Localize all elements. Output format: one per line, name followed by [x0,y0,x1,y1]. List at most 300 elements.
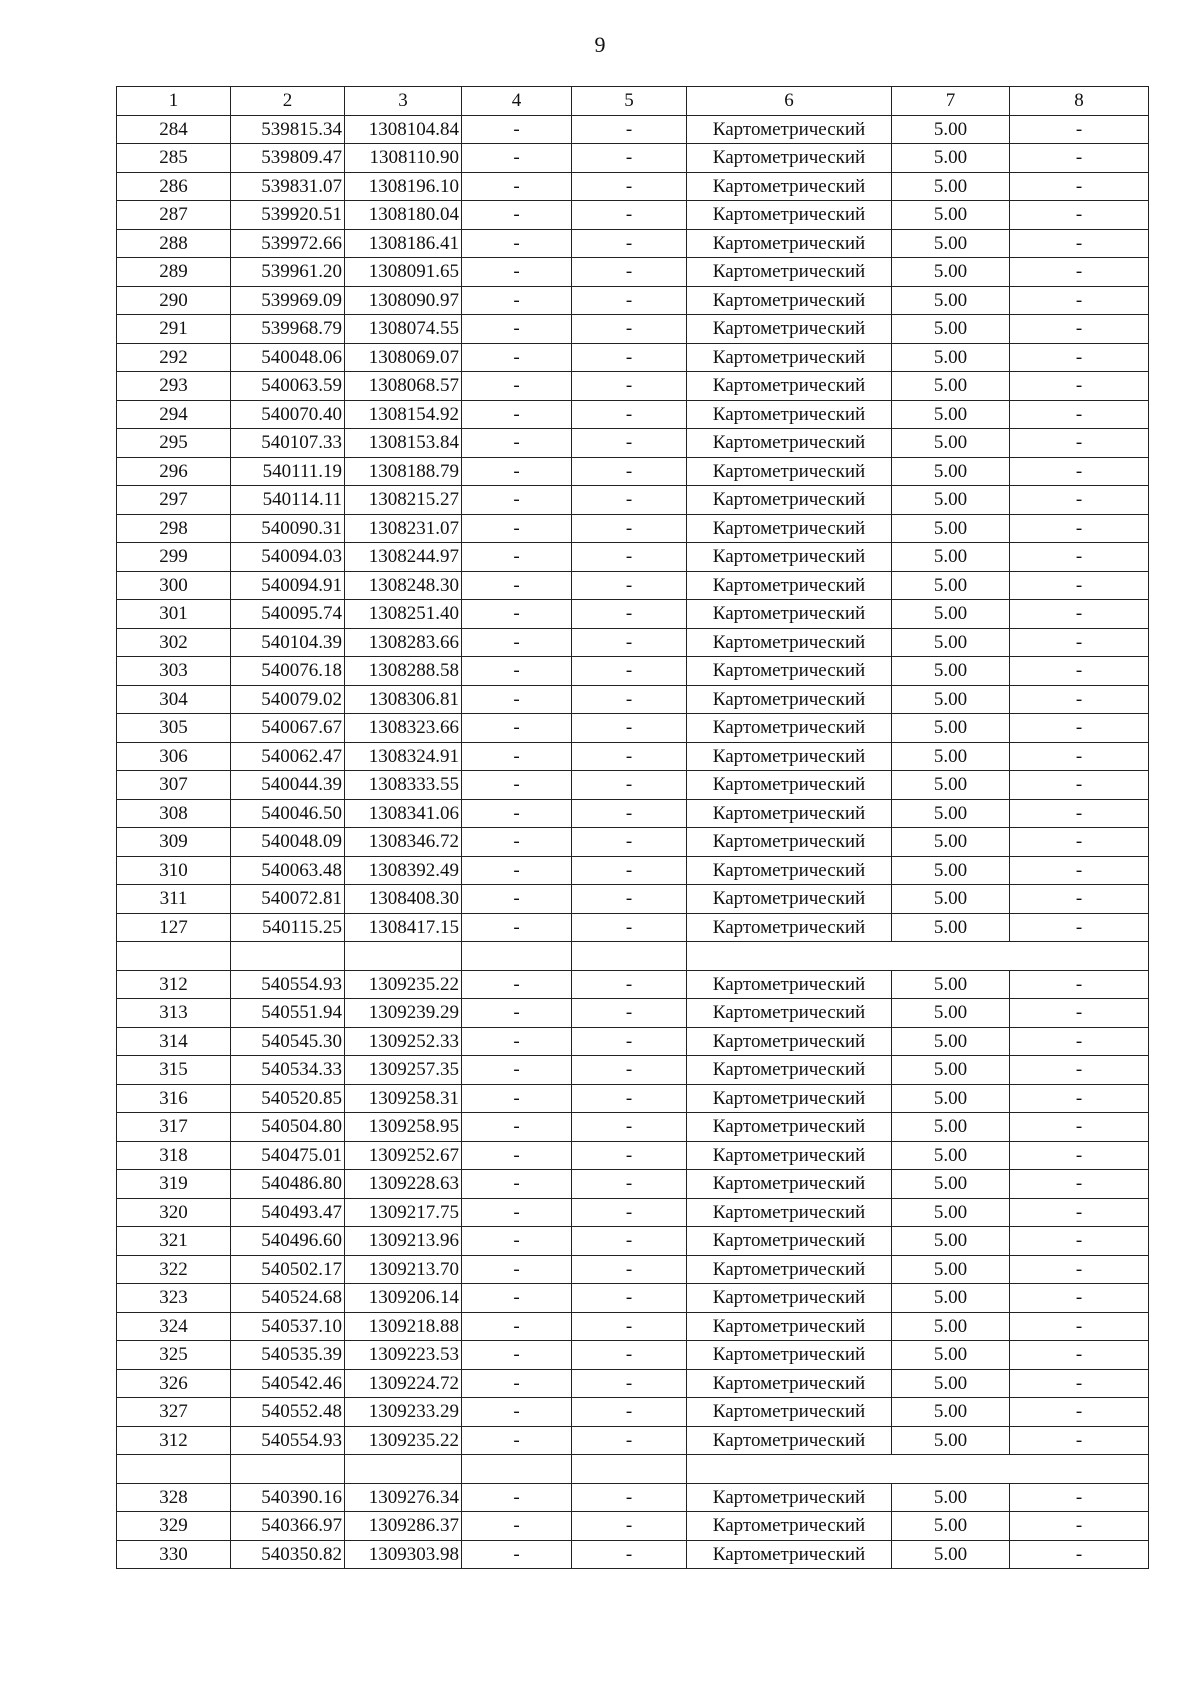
table-cell: 540094.91 [231,571,345,600]
table-row [117,1027,1149,1056]
table-cell: 1308110.90 [345,144,462,173]
table-cell: 5.00 [892,172,1010,201]
table-row [117,970,1149,999]
table-cell: 540107.33 [231,429,345,458]
table-row [117,144,1149,173]
empty-cell [345,942,462,971]
table-cell: 5.00 [892,970,1010,999]
table-cell: - [462,229,572,258]
table-cell: - [572,201,687,230]
table-cell: Картометрический [687,628,892,657]
table-cell: Картометрический [687,258,892,287]
table-cell: - [1010,1369,1149,1398]
table-cell: - [1010,1341,1149,1370]
table-cell: 5.00 [892,1540,1010,1569]
table-cell: 328 [117,1483,231,1512]
table-cell: 299 [117,543,231,572]
table-cell: - [462,201,572,230]
table-cell: 540545.30 [231,1027,345,1056]
table-cell: - [462,1198,572,1227]
table-row [117,1483,1149,1512]
table-cell: Картометрический [687,1369,892,1398]
table-cell: 5.00 [892,1141,1010,1170]
table-row [117,571,1149,600]
table-cell: - [572,1027,687,1056]
table-cell: - [462,913,572,942]
table-cell: - [572,1540,687,1569]
page-number: 9 [594,32,606,57]
table-cell: - [462,144,572,173]
table-cell: 5.00 [892,1426,1010,1455]
table-row [117,486,1149,515]
table-cell: - [462,1170,572,1199]
table-cell: 321 [117,1227,231,1256]
table-cell: 540072.81 [231,885,345,914]
table-cell: - [572,1084,687,1113]
table-cell: - [572,1369,687,1398]
table-cell: - [462,1341,572,1370]
table-cell: 287 [117,201,231,230]
table-cell: 310 [117,856,231,885]
table-cell: - [462,1227,572,1256]
table-cell: 1308180.04 [345,201,462,230]
table-cell: Картометрический [687,828,892,857]
table-cell: - [1010,1284,1149,1313]
table-cell: 5.00 [892,1027,1010,1056]
table-cell: - [572,514,687,543]
table-cell: 302 [117,628,231,657]
table-cell: - [572,1512,687,1541]
table-cell: - [1010,201,1149,230]
column-header: 2 [231,87,345,116]
table-cell: 540048.09 [231,828,345,857]
table-cell: - [462,1113,572,1142]
table-row [117,771,1149,800]
table-cell: 5.00 [892,1170,1010,1199]
table-cell: - [462,1483,572,1512]
table-cell: 325 [117,1341,231,1370]
table-cell: - [1010,343,1149,372]
table-cell: - [1010,913,1149,942]
table-row [117,543,1149,572]
table-cell: 327 [117,1398,231,1427]
table-cell: - [1010,229,1149,258]
table-cell: Картометрический [687,144,892,173]
table-cell: 326 [117,1369,231,1398]
table-cell: - [572,1483,687,1512]
table-cell: 305 [117,714,231,743]
table-cell: 5.00 [892,514,1010,543]
table-cell: - [572,1398,687,1427]
table-cell: 1309257.35 [345,1056,462,1085]
table-cell: - [1010,1483,1149,1512]
table-cell: 1309258.95 [345,1113,462,1142]
table-cell: - [1010,144,1149,173]
table-row [117,742,1149,771]
table-cell: 539968.79 [231,315,345,344]
table-cell: - [1010,172,1149,201]
table-cell: Картометрический [687,429,892,458]
table-cell: 540554.93 [231,1426,345,1455]
table-cell: Картометрический [687,1398,892,1427]
table-cell: - [1010,1227,1149,1256]
table-cell: 1308248.30 [345,571,462,600]
table-cell: 289 [117,258,231,287]
table-cell: - [1010,1084,1149,1113]
table-cell: 1308104.84 [345,115,462,144]
table-cell: 312 [117,1426,231,1455]
table-cell: - [462,1084,572,1113]
table-cell: Картометрический [687,172,892,201]
table-cell: - [462,400,572,429]
table-cell: Картометрический [687,1341,892,1370]
table-cell: 540070.40 [231,400,345,429]
table-row [117,1369,1149,1398]
table-cell: 540554.93 [231,970,345,999]
table-row [117,856,1149,885]
table-cell: 539809.47 [231,144,345,173]
table-row [117,1113,1149,1142]
table-cell: 1309233.29 [345,1398,462,1427]
table-cell: 284 [117,115,231,144]
table-cell: 291 [117,315,231,344]
table-cell: 1308091.65 [345,258,462,287]
table-cell: 5.00 [892,1341,1010,1370]
table-cell: 5.00 [892,201,1010,230]
table-cell: - [462,970,572,999]
table-cell: 5.00 [892,799,1010,828]
table-cell: - [1010,372,1149,401]
table-cell: - [1010,1512,1149,1541]
table-cell: Картометрический [687,486,892,515]
table-cell: 540094.03 [231,543,345,572]
table-cell: - [572,229,687,258]
table-cell: 295 [117,429,231,458]
table-cell: 1308069.07 [345,343,462,372]
table-cell: 1308417.15 [345,913,462,942]
table-cell: 1309235.22 [345,1426,462,1455]
table-cell: - [462,742,572,771]
empty-cell [687,1455,1149,1484]
empty-cell [117,1455,231,1484]
table-cell: - [462,429,572,458]
table-cell: 540496.60 [231,1227,345,1256]
table-cell: 1308154.92 [345,400,462,429]
table-cell: 314 [117,1027,231,1056]
table-cell: 5.00 [892,343,1010,372]
table-cell: 5.00 [892,315,1010,344]
table-cell: 313 [117,999,231,1028]
table-cell: 540104.39 [231,628,345,657]
table-cell: Картометрический [687,1227,892,1256]
table-cell: - [462,685,572,714]
table-cell: - [572,685,687,714]
section-separator-row [117,942,1149,971]
table-cell: - [1010,885,1149,914]
table-cell: - [462,1398,572,1427]
table-cell: Картометрический [687,1027,892,1056]
table-cell: Картометрический [687,201,892,230]
table-cell: 324 [117,1312,231,1341]
table-cell: 1308323.66 [345,714,462,743]
table-cell: 1309224.72 [345,1369,462,1398]
table-row [117,1056,1149,1085]
table-cell: - [572,828,687,857]
table-row [117,201,1149,230]
table-cell: 1309213.70 [345,1255,462,1284]
empty-cell [231,942,345,971]
table-cell: - [462,885,572,914]
table-cell: - [462,315,572,344]
table-cell: Картометрический [687,714,892,743]
table-cell: 540090.31 [231,514,345,543]
empty-cell [572,942,687,971]
table-cell: - [1010,600,1149,629]
table-cell: 308 [117,799,231,828]
table-cell: - [572,1170,687,1199]
table-cell: 539920.51 [231,201,345,230]
empty-cell [231,1455,345,1484]
table-cell: 318 [117,1141,231,1170]
table-cell: - [572,1056,687,1085]
table-cell: Картометрический [687,1056,892,1085]
table-cell: 5.00 [892,1512,1010,1541]
table-cell: 1309276.34 [345,1483,462,1512]
table-cell: 322 [117,1255,231,1284]
table-cell: Картометрический [687,229,892,258]
table-cell: - [572,1227,687,1256]
table-cell: 1308186.41 [345,229,462,258]
table-row [117,600,1149,629]
table-cell: - [1010,543,1149,572]
table-row [117,1341,1149,1370]
table-cell: 300 [117,571,231,600]
table-cell: 5.00 [892,1312,1010,1341]
table-cell: 307 [117,771,231,800]
table-cell: 5.00 [892,457,1010,486]
column-header: 8 [1010,87,1149,116]
table-row [117,1398,1149,1427]
table-cell: - [572,400,687,429]
table-cell: - [462,343,572,372]
table-header-row [117,87,1149,116]
table-cell: - [572,913,687,942]
table-cell: 1308251.40 [345,600,462,629]
table-cell: 1309218.88 [345,1312,462,1341]
table-cell: - [462,714,572,743]
table-cell: - [572,144,687,173]
table-cell: 288 [117,229,231,258]
table-cell: - [462,1312,572,1341]
table-cell: Картометрический [687,1141,892,1170]
table-cell: Картометрический [687,913,892,942]
table-cell: 1308341.06 [345,799,462,828]
table-cell: - [1010,514,1149,543]
table-row [117,172,1149,201]
table-cell: - [1010,457,1149,486]
table-cell: 540551.94 [231,999,345,1028]
table-cell: 1309228.63 [345,1170,462,1199]
table-cell: - [462,372,572,401]
table-cell: 540063.48 [231,856,345,885]
table-cell: - [462,457,572,486]
table-cell: 5.00 [892,486,1010,515]
table-cell: - [572,172,687,201]
table-cell: 540115.25 [231,913,345,942]
table-cell: Картометрический [687,514,892,543]
table-cell: 540079.02 [231,685,345,714]
table-cell: 1309303.98 [345,1540,462,1569]
table-cell: 323 [117,1284,231,1313]
table-cell: 5.00 [892,885,1010,914]
table-cell: 540537.10 [231,1312,345,1341]
table-cell: 319 [117,1170,231,1199]
table-cell: 1309239.29 [345,999,462,1028]
table-cell: 1309217.75 [345,1198,462,1227]
table-cell: 540390.16 [231,1483,345,1512]
table-row [117,429,1149,458]
empty-cell [462,942,572,971]
table-row [117,657,1149,686]
table-cell: 5.00 [892,856,1010,885]
table-cell: 540067.67 [231,714,345,743]
table-cell: 540502.17 [231,1255,345,1284]
table-cell: Картометрический [687,1483,892,1512]
table-row [117,628,1149,657]
table-cell: 1308074.55 [345,315,462,344]
table-cell: - [572,343,687,372]
table-cell: - [572,1312,687,1341]
table-cell: Картометрический [687,457,892,486]
table-cell: - [1010,571,1149,600]
table-cell: - [462,1056,572,1085]
table-cell: 304 [117,685,231,714]
table-cell: - [1010,1426,1149,1455]
table-cell: - [462,628,572,657]
table-cell: - [462,771,572,800]
table-cell: 1308306.81 [345,685,462,714]
table-cell: 5.00 [892,1198,1010,1227]
table-cell: Картометрический [687,543,892,572]
table-row [117,1512,1149,1541]
table-cell: Картометрический [687,571,892,600]
table-cell: 5.00 [892,628,1010,657]
table-cell: - [462,286,572,315]
table-cell: - [462,1141,572,1170]
table-cell: 540486.80 [231,1170,345,1199]
table-cell: 5.00 [892,1284,1010,1313]
table-cell: - [572,1113,687,1142]
table-cell: 5.00 [892,372,1010,401]
table-cell: 539961.20 [231,258,345,287]
table-cell: 5.00 [892,571,1010,600]
table-cell: - [572,429,687,458]
table-cell: Картометрический [687,1512,892,1541]
table-cell: 539969.09 [231,286,345,315]
table-cell: 5.00 [892,400,1010,429]
table-cell: 1308231.07 [345,514,462,543]
table-cell: - [1010,115,1149,144]
column-header: 3 [345,87,462,116]
table-cell: 540534.33 [231,1056,345,1085]
table-cell: - [572,315,687,344]
table-cell: - [572,657,687,686]
table-cell: - [462,1255,572,1284]
table-cell: 1308196.10 [345,172,462,201]
table-cell: 1308346.72 [345,828,462,857]
table-cell: 539972.66 [231,229,345,258]
table-row [117,1227,1149,1256]
table-cell: - [1010,1198,1149,1227]
table-cell: - [1010,429,1149,458]
table-cell: 296 [117,457,231,486]
table-cell: - [1010,657,1149,686]
table-cell: 285 [117,144,231,173]
table-cell: 316 [117,1084,231,1113]
table-cell: - [1010,486,1149,515]
table-cell: - [572,486,687,515]
table-cell: 5.00 [892,771,1010,800]
table-cell: - [572,856,687,885]
table-cell: 540520.85 [231,1084,345,1113]
table-cell: - [572,970,687,999]
table-cell: - [572,1255,687,1284]
table-cell: - [1010,1312,1149,1341]
table-cell: - [1010,258,1149,287]
table-cell: - [572,543,687,572]
table-cell: 5.00 [892,1113,1010,1142]
table-cell: - [462,258,572,287]
table-cell: 1308188.79 [345,457,462,486]
table-cell: 309 [117,828,231,857]
table-cell: 5.00 [892,714,1010,743]
table-row [117,913,1149,942]
table-cell: 5.00 [892,429,1010,458]
table-cell: 1309223.53 [345,1341,462,1370]
table-cell: Картометрический [687,286,892,315]
table-cell: - [572,1426,687,1455]
table-cell: Картометрический [687,343,892,372]
table-row [117,1426,1149,1455]
table-cell: 320 [117,1198,231,1227]
table-cell: Картометрический [687,1284,892,1313]
table-cell: 5.00 [892,1398,1010,1427]
table-cell: 1309235.22 [345,970,462,999]
table-cell: 1309252.67 [345,1141,462,1170]
table-row [117,1312,1149,1341]
table-cell: 1308283.66 [345,628,462,657]
table-cell: 540114.11 [231,486,345,515]
table-cell: - [572,771,687,800]
table-cell: - [572,115,687,144]
table-cell: 540542.46 [231,1369,345,1398]
table-cell: 1308333.55 [345,771,462,800]
table-cell: 298 [117,514,231,543]
table-cell: 1308090.97 [345,286,462,315]
table-cell: Картометрический [687,372,892,401]
table-cell: Картометрический [687,657,892,686]
table-cell: 301 [117,600,231,629]
table-row [117,229,1149,258]
table-row [117,400,1149,429]
table-cell: - [462,514,572,543]
table-cell: - [1010,1255,1149,1284]
table-row [117,1141,1149,1170]
table-cell: 317 [117,1113,231,1142]
table-cell: 5.00 [892,144,1010,173]
table-row [117,999,1149,1028]
table-cell: Картометрический [687,1084,892,1113]
